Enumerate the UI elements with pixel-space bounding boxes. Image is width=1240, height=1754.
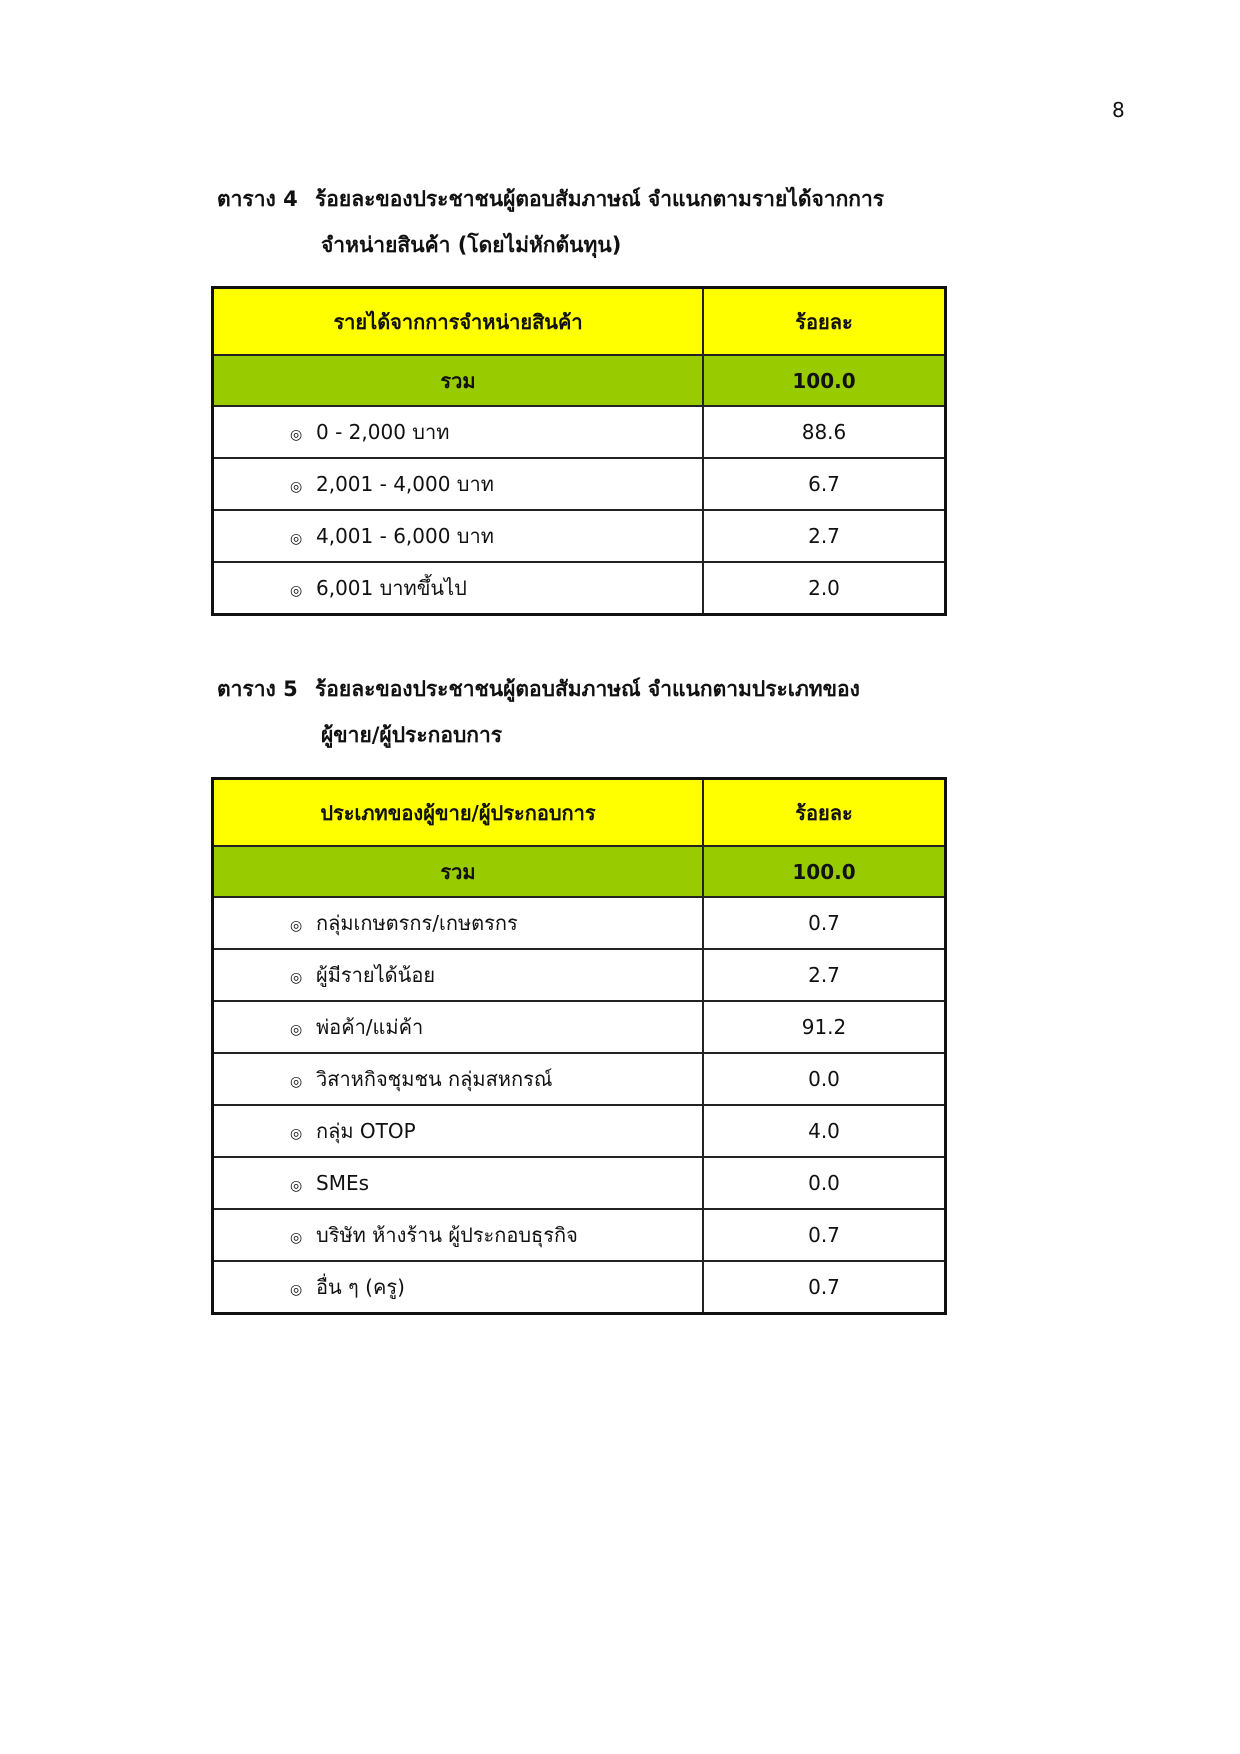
bullet-icon: ◎ xyxy=(290,427,303,443)
table-row xyxy=(213,949,946,1001)
table5-total-value: 100.0 xyxy=(703,846,946,897)
table5-total-label: รวม xyxy=(213,846,704,897)
table5 xyxy=(211,777,947,1315)
table4-caption-title-cont: จำหน่ายสินค้า (โดยไม่หักต้นทุน) xyxy=(321,233,622,257)
table4-header-category: รายได้จากการจำหน่ายสินค้า xyxy=(213,288,704,356)
table-row xyxy=(213,1157,946,1209)
page-number: 8 xyxy=(1112,98,1125,122)
table5-header-category: ประเภทของผู้ขาย/ผู้ประกอบการ xyxy=(213,779,704,847)
row-value: 4.0 xyxy=(703,1105,946,1157)
row-value: 2.7 xyxy=(703,510,946,562)
table-row xyxy=(213,510,946,562)
table5-header-percent: ร้อยละ xyxy=(703,779,946,847)
table5-caption-label: ตาราง 5 xyxy=(217,677,298,701)
table4-header-row xyxy=(213,288,946,356)
row-value: 2.7 xyxy=(703,949,946,1001)
row-value: 0.0 xyxy=(703,1157,946,1209)
row-label: พ่อค้า/แม่ค้า xyxy=(316,1015,424,1039)
table-row xyxy=(213,458,946,510)
table-row xyxy=(213,1001,946,1053)
table-row xyxy=(213,1053,946,1105)
table5-total-row xyxy=(213,846,946,897)
table4-total-value: 100.0 xyxy=(703,355,946,406)
table4 xyxy=(211,286,947,616)
row-label: กลุ่มเกษตรกร/เกษตรกร xyxy=(316,911,518,935)
bullet-icon: ◎ xyxy=(290,1022,303,1038)
table4-total-row xyxy=(213,355,946,406)
table-row xyxy=(213,1209,946,1261)
row-label: วิสาหกิจชุมชน กลุ่มสหกรณ์ xyxy=(316,1067,553,1091)
row-value: 88.6 xyxy=(703,406,946,458)
row-value: 91.2 xyxy=(703,1001,946,1053)
bullet-icon: ◎ xyxy=(290,970,303,986)
row-label: SMEs xyxy=(316,1171,370,1195)
bullet-icon: ◎ xyxy=(290,583,303,599)
bullet-icon: ◎ xyxy=(290,1126,303,1142)
table5-header-row xyxy=(213,779,946,847)
row-label: 0 - 2,000 บาท xyxy=(316,420,450,444)
bullet-icon: ◎ xyxy=(290,1178,303,1194)
row-label: 6,001 บาทขึ้นไป xyxy=(316,576,467,600)
table5-caption-title-cont: ผู้ขาย/ผู้ประกอบการ xyxy=(321,723,503,747)
bullet-icon: ◎ xyxy=(290,918,303,934)
row-value: 0.7 xyxy=(703,897,946,949)
row-label: 2,001 - 4,000 บาท xyxy=(316,472,494,496)
table5-caption xyxy=(217,666,860,758)
row-value: 6.7 xyxy=(703,458,946,510)
table-row xyxy=(213,406,946,458)
table-row xyxy=(213,562,946,615)
row-label: 4,001 - 6,000 บาท xyxy=(316,524,494,548)
table-row xyxy=(213,1105,946,1157)
row-value: 0.7 xyxy=(703,1261,946,1314)
table4-caption xyxy=(217,176,884,268)
bullet-icon: ◎ xyxy=(290,1282,303,1298)
table4-header-percent: ร้อยละ xyxy=(703,288,946,356)
row-label: บริษัท ห้างร้าน ผู้ประกอบธุรกิจ xyxy=(316,1223,578,1247)
table-row xyxy=(213,897,946,949)
row-value: 0.7 xyxy=(703,1209,946,1261)
table4-caption-title: ร้อยละของประชาชนผู้ตอบสัมภาษณ์ จำแนกตามรายได้จากการ xyxy=(315,187,885,211)
bullet-icon: ◎ xyxy=(290,531,303,547)
table5-caption-title: ร้อยละของประชาชนผู้ตอบสัมภาษณ์ จำแนกตามประเภทของ xyxy=(315,677,860,701)
table4-total-label: รวม xyxy=(213,355,704,406)
row-label: ผู้มีรายได้น้อย xyxy=(316,963,436,987)
bullet-icon: ◎ xyxy=(290,1230,303,1246)
table-row xyxy=(213,1261,946,1314)
bullet-icon: ◎ xyxy=(290,479,303,495)
row-label: อื่น ๆ (ครู) xyxy=(316,1275,405,1299)
row-value: 0.0 xyxy=(703,1053,946,1105)
row-value: 2.0 xyxy=(703,562,946,615)
bullet-icon: ◎ xyxy=(290,1074,303,1090)
table4-caption-label: ตาราง 4 xyxy=(217,187,298,211)
row-label: กลุ่ม OTOP xyxy=(316,1119,416,1143)
